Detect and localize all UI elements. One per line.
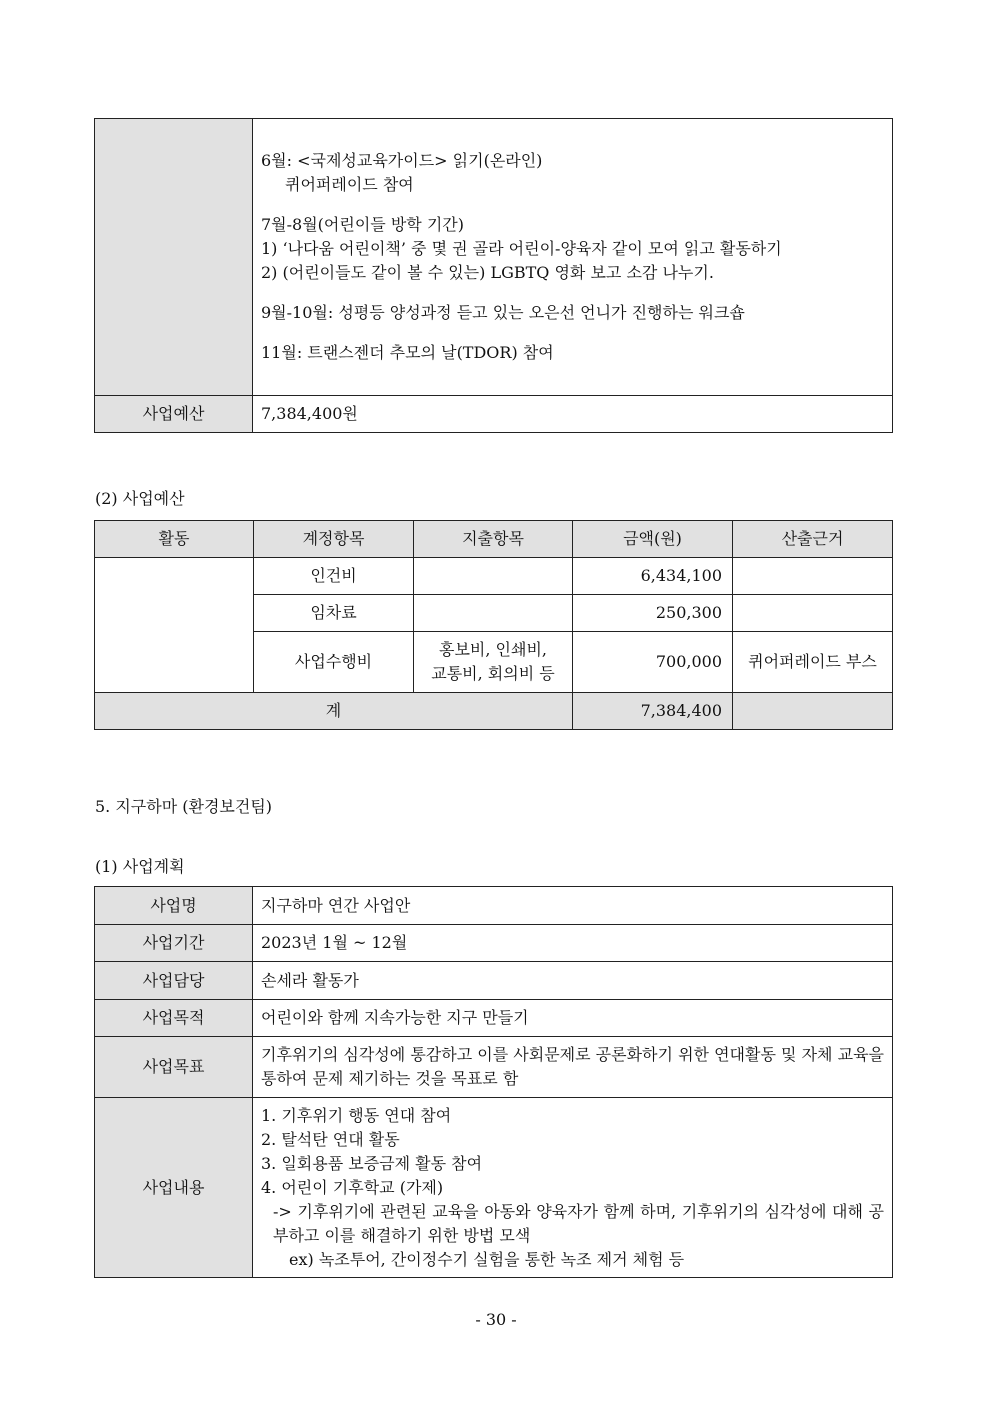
content-item: 1. 기후위기 행동 연대 참여 <box>261 1105 452 1125</box>
business-plan-table <box>94 886 893 1278</box>
manager-value: 손세라 활동가 <box>253 962 893 1000</box>
manager-label: 사업담당 <box>95 962 253 1000</box>
amount-cell: 6,434,100 <box>573 558 733 595</box>
account-cell: 사업수행비 <box>254 632 414 693</box>
content-label: 사업내용 <box>95 1098 253 1278</box>
expense-line1: 홍보비, 인쇄비, <box>439 640 547 659</box>
table-row <box>95 558 893 595</box>
header-activity: 활동 <box>95 521 254 558</box>
june-line1: 6월: <국제성교육가이드> 읽기(온라인) <box>261 151 543 170</box>
julaug-item2: 2) (어린이들도 같이 볼 수 있는) LGBTQ 영화 보고 소감 나누기. <box>261 263 714 282</box>
activity-cell <box>95 558 254 693</box>
content-item: 3. 일회용품 보증금제 활동 참여 <box>261 1153 483 1173</box>
nov-line: 11월: 트랜스젠더 추모의 날(TDOR) 참여 <box>261 343 554 362</box>
expense-cell <box>414 632 573 693</box>
budget-value: 7,384,400원 <box>253 396 893 433</box>
june-line2: 퀴어퍼레이드 참여 <box>285 175 414 194</box>
header-account: 계정항목 <box>254 521 414 558</box>
basis-cell <box>733 595 893 632</box>
expense-cell <box>414 595 573 632</box>
goal-value: 기후위기의 심각성에 통감하고 이를 사회문제로 공론화하기 위한 연대활동 및 자체 교육을 통하여 문제 제기하는 것을 목표로 함 <box>253 1037 893 1098</box>
content-item: -> 기후위기에 관련된 교육을 아동와 양육자가 함께 하며, 기후위기의 심각성에 대해 공부하고 이를 해결하기 위한 방법 모색 <box>273 1201 884 1245</box>
total-label: 계 <box>95 693 573 730</box>
name-label: 사업명 <box>95 887 253 925</box>
sepoct-line: 9월-10월: 성평등 양성과정 듣고 있는 오은선 언니가 진행하는 워크숍 <box>261 303 745 322</box>
expense-cell <box>414 558 573 595</box>
content-item: 2. 탈석탄 연대 활동 <box>261 1129 400 1149</box>
goal-label: 사업목표 <box>95 1037 253 1098</box>
budget-label: 사업예산 <box>95 396 253 433</box>
total-row <box>95 693 893 730</box>
total-basis <box>733 693 893 730</box>
header-amount: 금액(원) <box>573 521 733 558</box>
basis-cell <box>733 558 893 595</box>
julaug-item1: 1) ‘나다움 어린이책’ 중 몇 권 골라 어린이-양육자 같이 모여 읽고 활동하기 <box>261 239 782 258</box>
page-number: - 30 - <box>475 1310 517 1329</box>
header-basis: 산출근거 <box>733 521 893 558</box>
plan-heading: (1) 사업계획 <box>95 857 185 876</box>
julaug-title: 7월-8월(어린이들 방학 기간) <box>261 215 464 234</box>
team-heading: 5. 지구하마 (환경보건팀) <box>95 797 273 816</box>
period-value: 2023년 1월 ~ 12월 <box>253 925 893 962</box>
budget-table <box>94 520 893 730</box>
content-value <box>253 1098 893 1278</box>
label-cell-empty <box>95 119 253 396</box>
budget-heading: (2) 사업예산 <box>95 489 185 508</box>
name-value: 지구하마 연간 사업안 <box>253 887 893 925</box>
account-cell: 임차료 <box>254 595 414 632</box>
amount-cell: 700,000 <box>573 632 733 693</box>
content-item: 4. 어린이 기후학교 (가제) <box>261 1177 444 1197</box>
amount-cell: 250,300 <box>573 595 733 632</box>
basis-cell: 퀴어퍼레이드 부스 <box>733 632 893 693</box>
purpose-value: 어린이와 함께 지속가능한 지구 만들기 <box>253 1000 893 1037</box>
account-cell: 인건비 <box>254 558 414 595</box>
purpose-label: 사업목적 <box>95 1000 253 1037</box>
schedule-cell <box>253 119 893 396</box>
period-label: 사업기간 <box>95 925 253 962</box>
total-amount: 7,384,400 <box>573 693 733 730</box>
header-expense: 지출항목 <box>414 521 573 558</box>
activity-plan-table-continued <box>94 118 893 433</box>
expense-line2: 교통비, 회의비 등 <box>431 664 555 683</box>
content-item: ex) 녹조투어, 간이정수기 실험을 통한 녹조 제거 체험 등 <box>289 1249 685 1269</box>
